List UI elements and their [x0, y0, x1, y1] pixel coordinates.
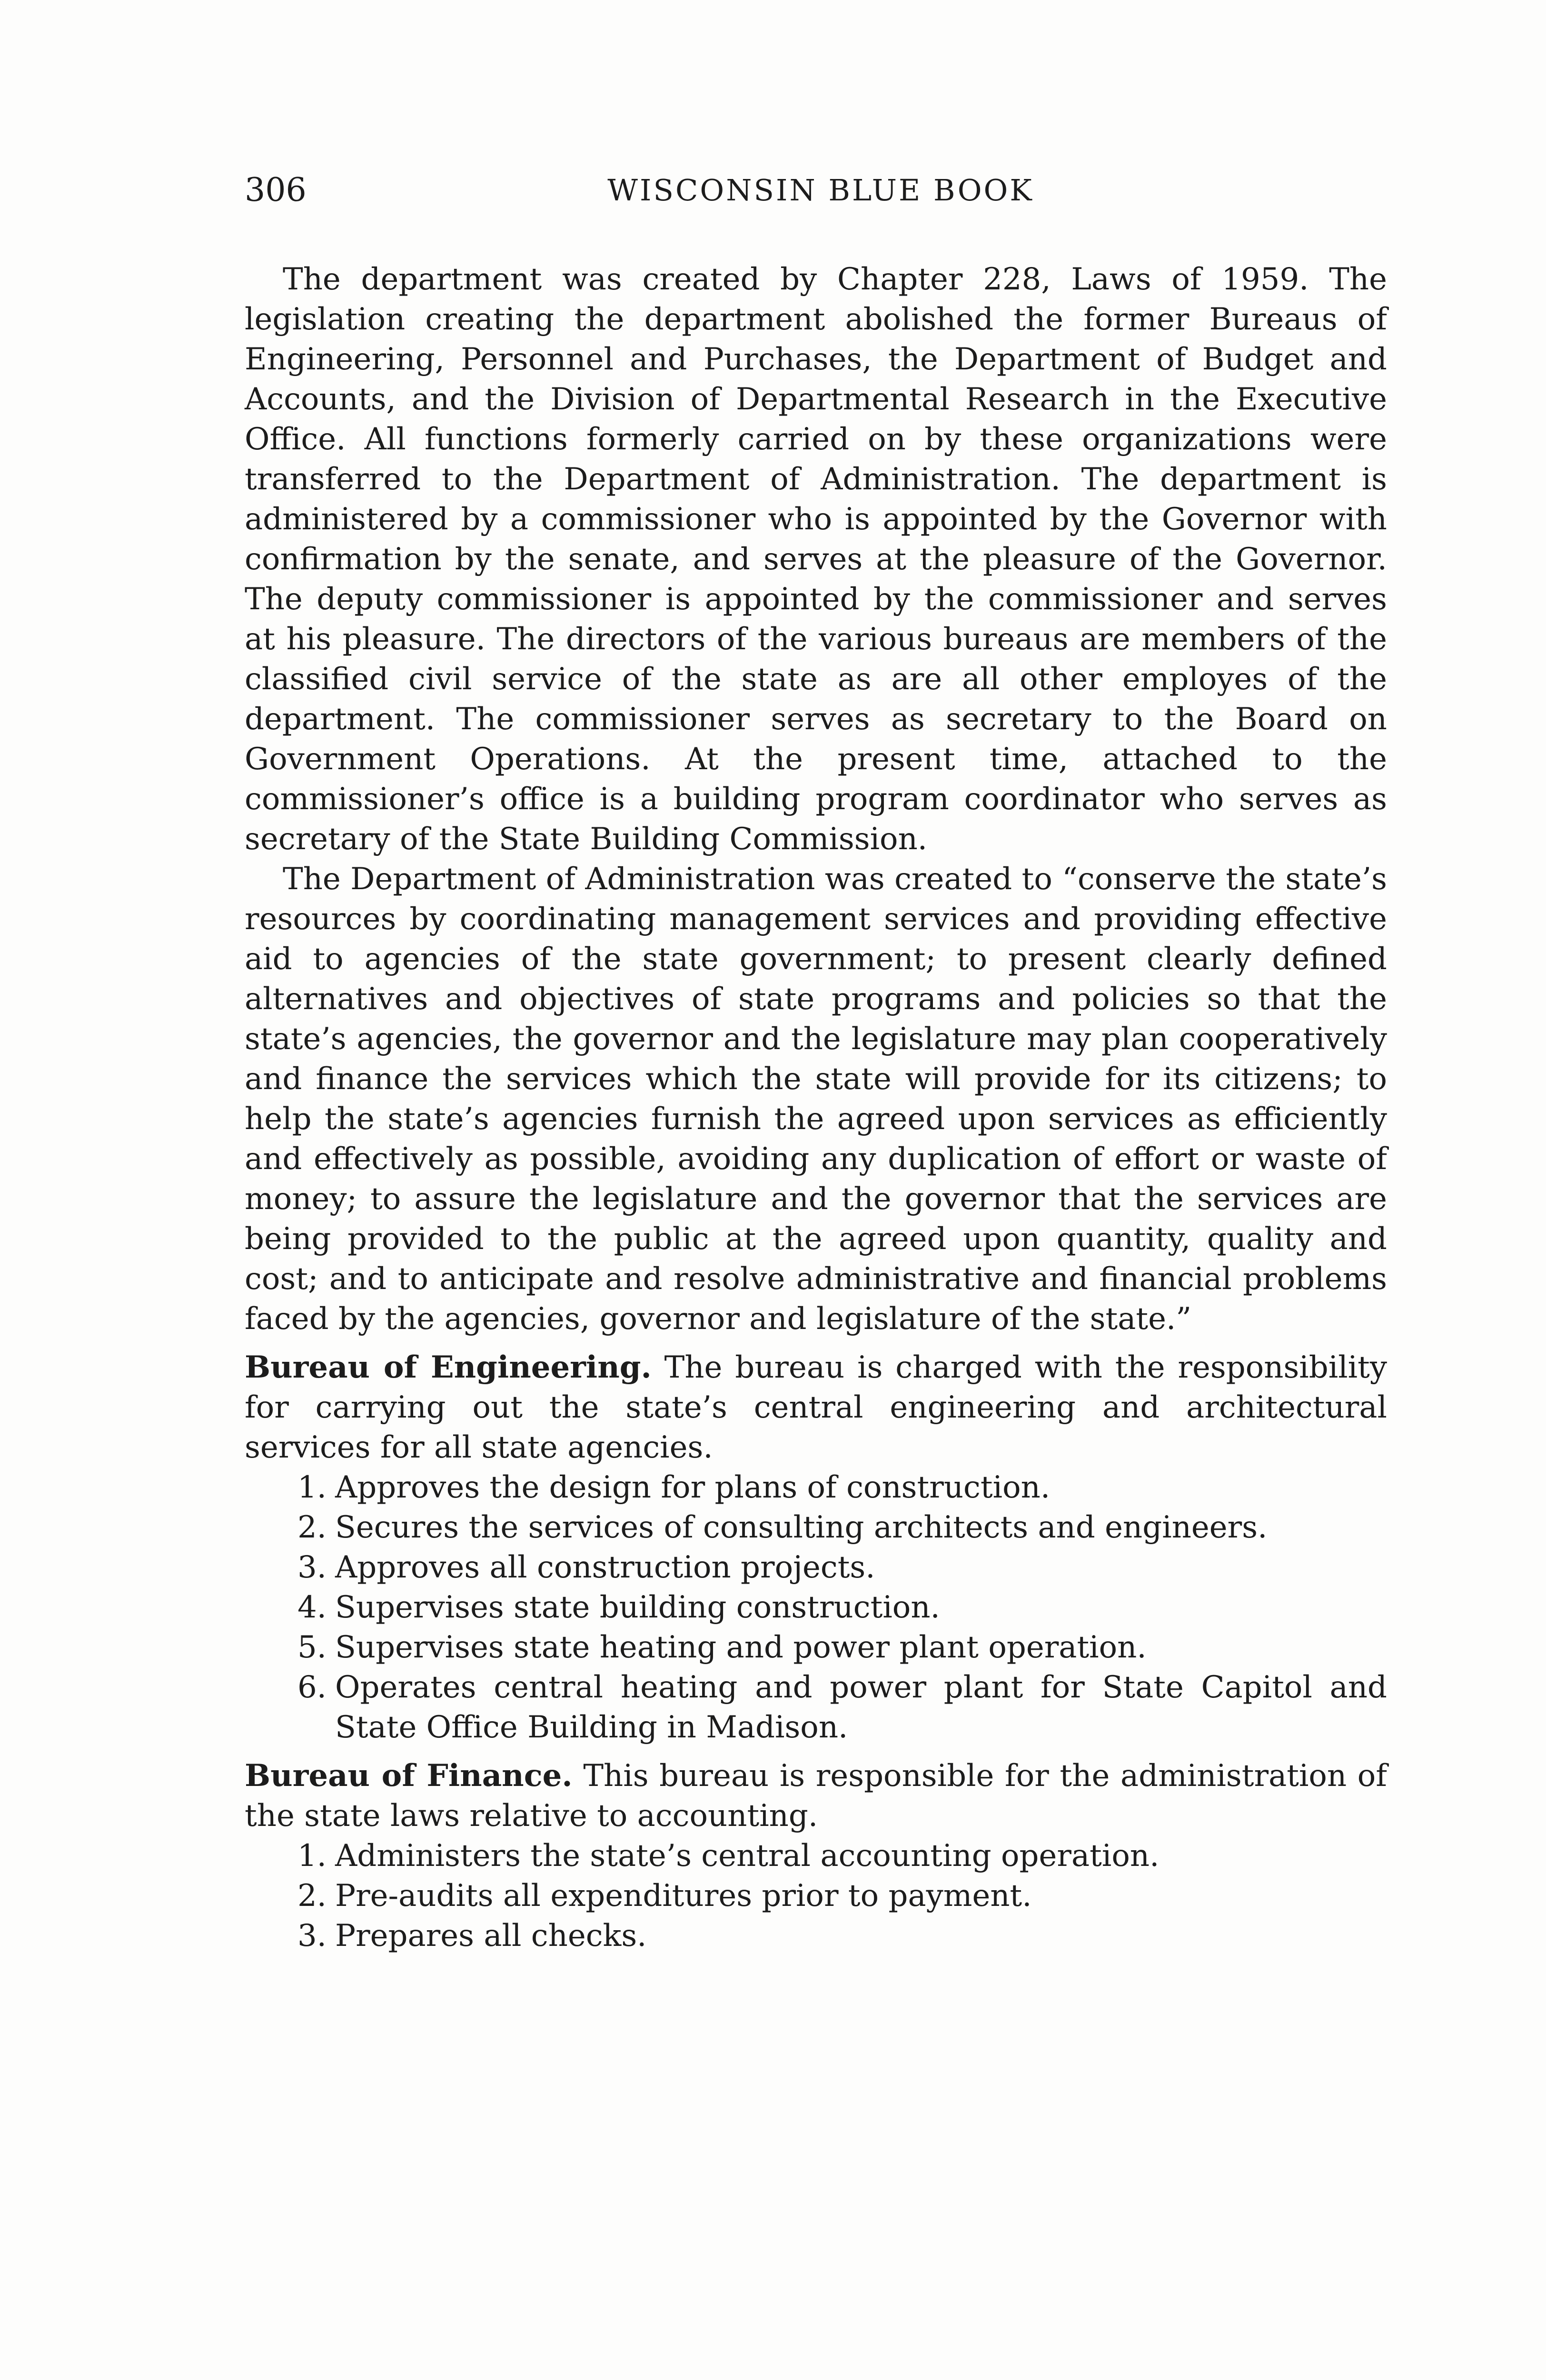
list-number: 5. [297, 1630, 327, 1665]
list-item-text: Prepares all checks. [335, 1918, 647, 1954]
list-number: 3. [297, 1550, 327, 1585]
list-item-text: Supervises state building construction. [335, 1590, 940, 1625]
finance-duties-list [245, 1836, 1387, 1956]
engineering-heading: Bureau of Engineering. [245, 1349, 652, 1385]
list-item-text: Supervises state heating and power plant operation. [335, 1630, 1147, 1665]
list-item-text: Pre-audits all expenditures prior to payment. [335, 1878, 1032, 1914]
list-number: 1. [297, 1838, 327, 1874]
list-item [245, 1916, 1387, 1956]
list-item [245, 1587, 1387, 1627]
intro-paragraph: The department was created by Chapter 228, Laws of 1959. The legislation creating the department abolished the former Bureaus of Engineering, Personnel and Purchases, the Department of Budget and Accounts, and the Division of Departmental Research in the Executive Office. All functions formerly carried on by these organizations were transferred to the Department of Administration. The department is administered by a commissioner who is appointed by the Governor with confirmation by the senate, and serves at the pleasure of the Governor. The deputy commissioner is appointed by the commissioner and serves at his pleasure. The directors of the various bureaus are members of the classified civil service of the state as are all other employes of the department. The commissioner serves as secretary to the Board on Government Operations. At the present time, attached to the commissioner’s office is a building program coordinator who serves as secretary of the State Building Commission. [245, 262, 1387, 857]
finance-description: This bureau is responsible for the administration of the state laws relative to accounting. [245, 1758, 1387, 1834]
list-item [245, 1627, 1387, 1667]
list-item-text: Secures the services of consulting architects and engineers. [335, 1510, 1268, 1545]
list-item [245, 1507, 1387, 1547]
engineering-duties-list [245, 1468, 1387, 1747]
list-item [245, 1667, 1387, 1747]
engineering-section-intro [245, 1348, 1387, 1468]
list-number: 2. [297, 1878, 327, 1914]
list-item [245, 1547, 1387, 1587]
finance-heading: Bureau of Finance. [245, 1758, 573, 1794]
list-number: 3. [297, 1918, 327, 1954]
list-item [245, 1468, 1387, 1507]
list-item-text: Approves all construction projects. [335, 1550, 875, 1585]
finance-section-intro [245, 1756, 1387, 1836]
page-body [245, 259, 1387, 1956]
running-head [245, 167, 1397, 214]
engineering-description: The bureau is charged with the responsibility for carrying out the state’s central engineering and architectural services for all state agencies. [245, 1350, 1387, 1465]
list-item-text: Administers the state’s central accounting operation. [335, 1838, 1160, 1874]
book-title: WISCONSIN BLUE BOOK [607, 173, 1034, 208]
list-number: 2. [297, 1510, 327, 1545]
list-item [245, 1836, 1387, 1876]
list-number: 1. [297, 1470, 327, 1505]
list-number: 4. [297, 1590, 327, 1625]
list-number: 6. [297, 1670, 327, 1705]
list-item-text: Operates central heating and power plant for State Capitol and State Office Building in Madison. [335, 1670, 1387, 1745]
page-number: 306 [245, 171, 307, 209]
intro-quote-paragraph: The Department of Administration was created to “conserve the state’s resources by coordinating management services and providing effective aid to agencies of the state government; to present clearly defined alternatives and objectives of state programs and policies so that the state’s agencies, the governor and the legislature may plan cooperatively and finance the services which the state will provide for its citizens; to help the state’s agencies furnish the agreed upon services as efficiently and effectively as possible, avoiding any duplication of effort or waste of money; to assure the legislature and the governor that the services are being provided to the public at the agreed upon quantity, quality and cost; and to anticipate and resolve administrative and financial problems faced by the agencies, governor and legislature of the state.” [245, 862, 1387, 1337]
list-item [245, 1876, 1387, 1916]
list-item-text: Approves the design for plans of construction. [335, 1470, 1050, 1505]
